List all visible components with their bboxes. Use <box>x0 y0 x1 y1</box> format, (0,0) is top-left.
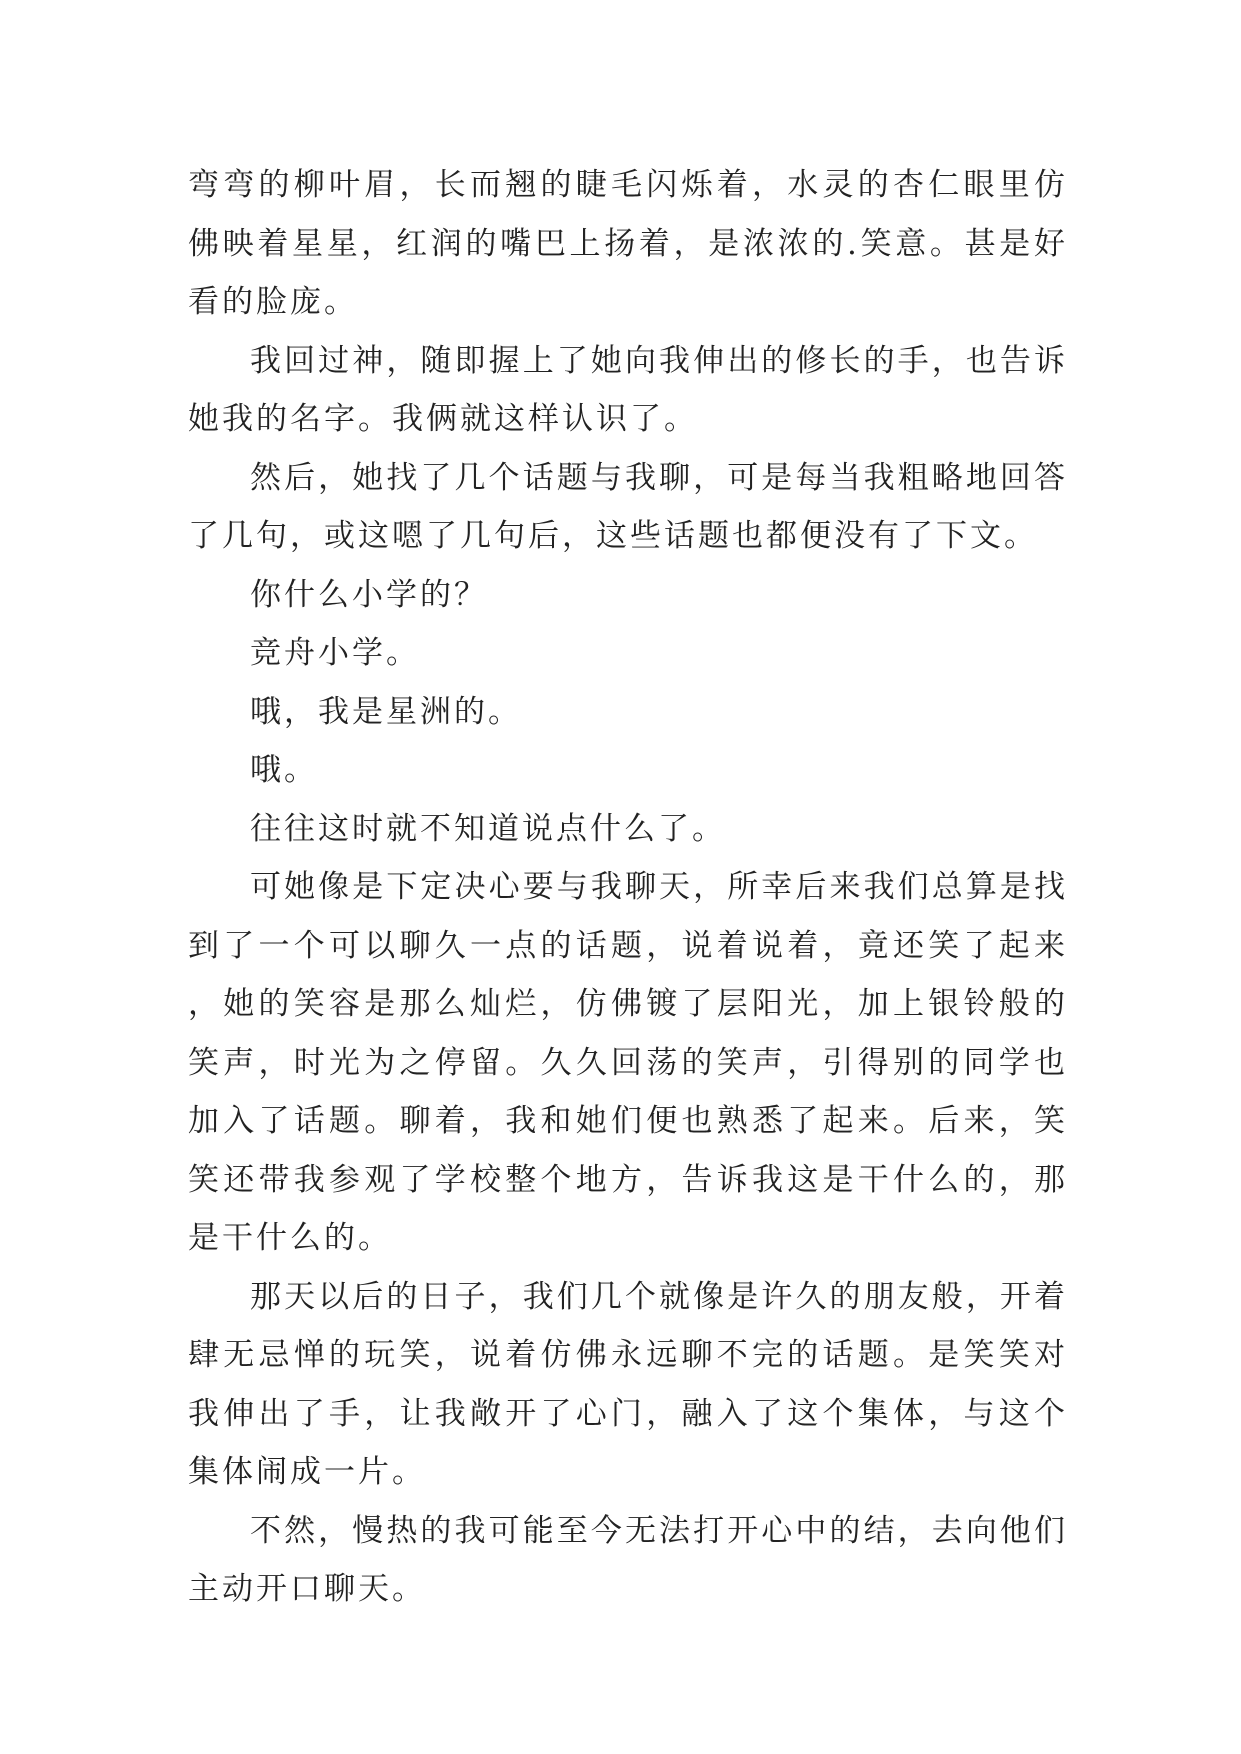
dialogue-line-2: 竞舟小学。 <box>250 635 420 671</box>
document-body <box>188 156 1068 1619</box>
paragraph-2: 我回过神，随即握上了她向我伸出的修长的手，也告诉她我的名字。我俩就这样认识了。 <box>188 342 1068 437</box>
dialogue-line-1: 你什么小学的？ <box>250 576 488 613</box>
dialogue-line-5: 往往这时就不知道说点什么了。 <box>250 810 726 847</box>
paragraph-4: 可她像是下定决心要与我聊天，所幸后来我们总算是找到了一个可以聊久一点的话题，说着说着，竟还笑了起来，她的笑容是那么灿烂，仿佛镀了层阳光，加上银铃般的笑声，时光为之停留。久久回荡的笑声，引得别的同学也加入了话题。聊着，我和她们便也熟悉了起来。后来，笑笑还带我参观了学校整个地方，告诉我这是干什么的，那是干什么的。 <box>188 869 1068 1256</box>
paragraph-3: 然后，她找了几个话题与我聊，可是每当我粗略地回答了几句，或这嗯了几句后，这些话题也都便没有了下文。 <box>188 459 1068 554</box>
paragraph-5: 那天以后的日子，我们几个就像是许久的朋友般，开着肆无忌惮的玩笑，说着仿佛永远聊不完的话题。是笑笑对我伸出了手，让我敞开了心门，融入了这个集体，与这个集体闹成一片。 <box>188 1278 1068 1490</box>
dialogue-line-4: 哦。 <box>250 752 318 788</box>
paragraph-1: 弯弯的柳叶眉，长而翘的睫毛闪烁着，水灵的杏仁眼里仿佛映着星星，红润的嘴巴上扬着，是浓浓的.笑意。甚是好看的脸庞。 <box>188 167 1068 320</box>
paragraph-6: 不然，慢热的我可能至今无法打开心中的结，去向他们主动开口聊天。 <box>188 1512 1068 1607</box>
dialogue-line-3: 哦，我是星洲的。 <box>250 693 522 730</box>
